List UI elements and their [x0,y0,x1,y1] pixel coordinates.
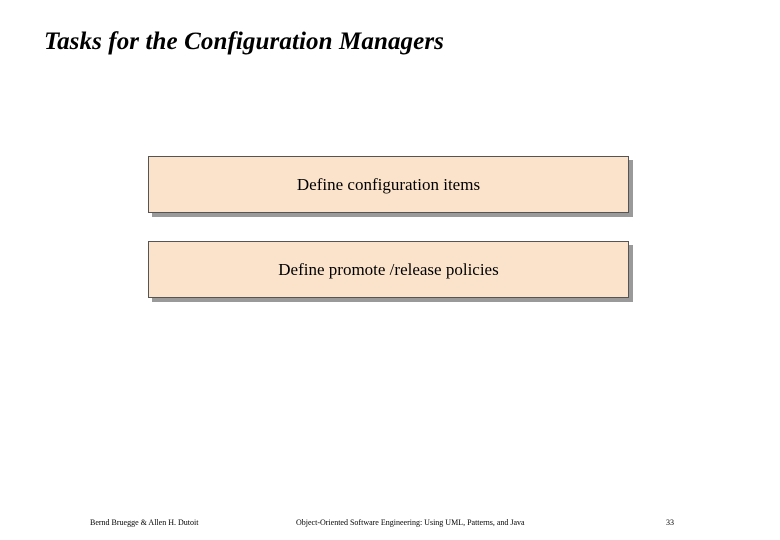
footer-page-number: 33 [666,518,674,527]
footer-authors: Bernd Bruegge & Allen H. Dutoit [90,518,199,527]
slide-title: Tasks for the Configuration Managers [44,28,444,55]
task-box-define-configuration-items [148,156,629,213]
task-box-define-promote-release-policies [148,241,629,298]
footer-book-title: Object-Oriented Software Engineering: Using UML, Patterns, and Java [296,518,525,527]
task-label: Define promote /release policies [278,259,499,279]
task-label: Define configuration items [296,174,481,194]
